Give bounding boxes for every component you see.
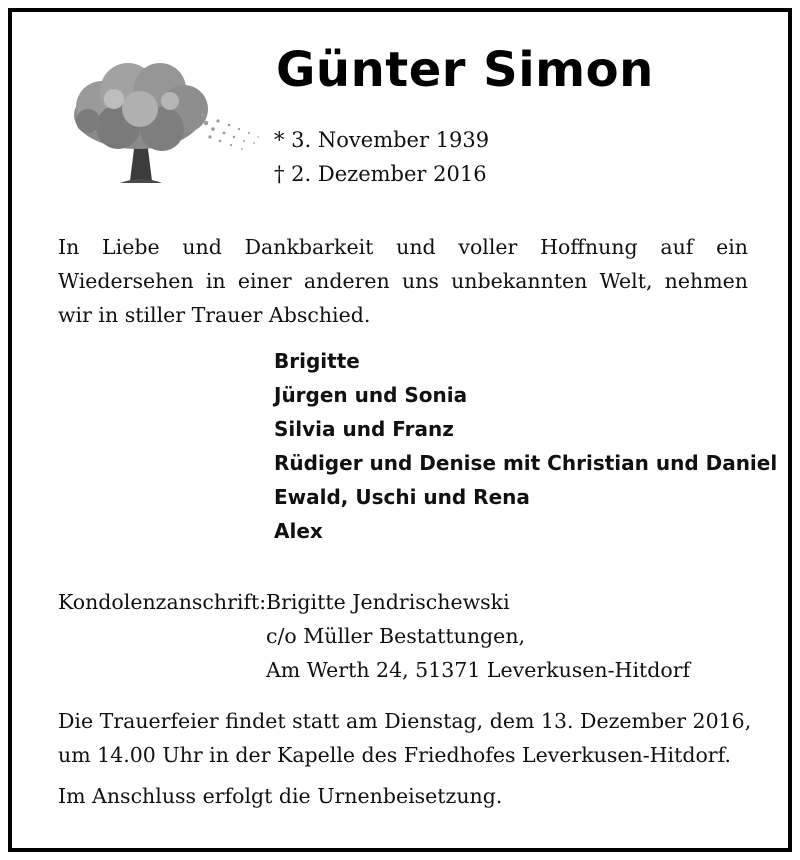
ceremony-line: Die Trauerfeier findet statt am Dienstag, dem 13. Dezember 2016, [58, 709, 752, 733]
birth-date: * 3. November 1939 [274, 128, 490, 152]
condolence-address [58, 585, 691, 687]
family-member: Rüdiger und Denise mit Christian und Daniel [274, 451, 778, 475]
condolence-line: Am Werth 24, 51371 Leverkusen-Hitdorf [266, 658, 691, 682]
burial-note: Im Anschluss erfolgt die Urnenbeisetzung. [58, 784, 503, 808]
obituary-card [8, 8, 792, 852]
tree-icon [58, 57, 268, 187]
deceased-name: Günter Simon [276, 42, 654, 98]
family-member: Brigitte [274, 349, 360, 373]
family-member: Ewald, Uschi und Rena [274, 485, 530, 509]
condolence-line: c/o Müller Bestattungen, [266, 624, 526, 648]
family-member: Alex [274, 519, 323, 543]
condolence-line: Brigitte Jendrischewski [266, 590, 510, 614]
ceremony-info [58, 704, 758, 772]
family-member: Silvia und Franz [274, 417, 454, 441]
condolence-label: Kondolenzanschrift: [58, 590, 267, 614]
intro-text: In Liebe und Dankbarkeit und voller Hoffnung auf ein Wiedersehen in einer anderen uns unbekannten Welt, nehmen wir in stiller Trauer Abschied. [58, 235, 748, 327]
ceremony-line: um 14.00 Uhr in der Kapelle des Friedhofes Leverkusen-Hitdorf. [58, 743, 731, 767]
death-date: † 2. Dezember 2016 [274, 162, 487, 186]
family-list [274, 344, 777, 548]
family-member: Jürgen und Sonia [274, 383, 468, 407]
